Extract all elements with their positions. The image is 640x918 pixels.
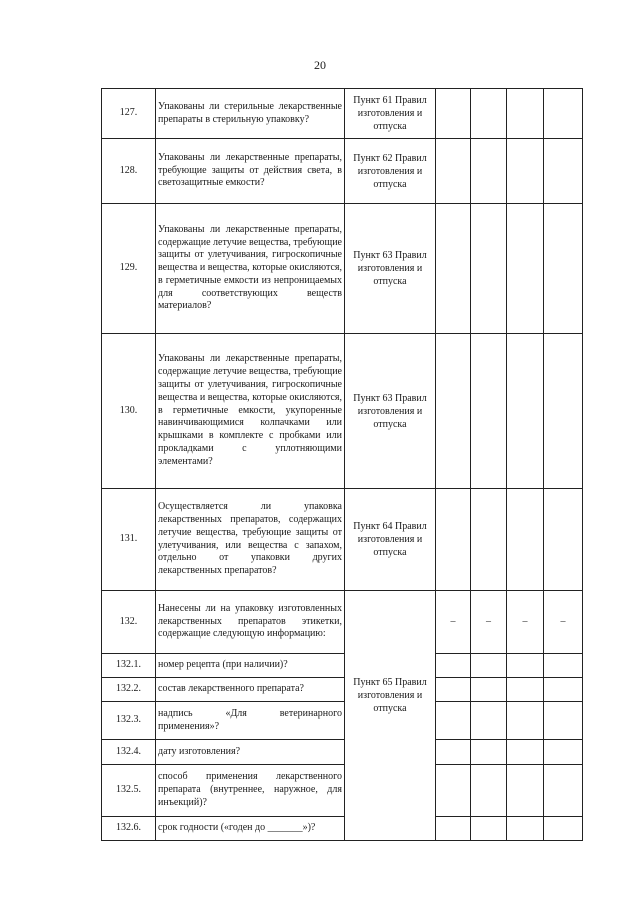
answer-no-cell[interactable] (471, 89, 507, 139)
answer-na-cell[interactable] (507, 489, 544, 591)
question-text: номер рецепта (при наличии)? (156, 654, 345, 678)
answer-na-cell[interactable] (507, 89, 544, 139)
comment-cell[interactable] (544, 817, 583, 841)
comment-cell[interactable] (544, 334, 583, 489)
comment-cell[interactable] (544, 678, 583, 702)
comment-cell[interactable] (544, 654, 583, 678)
answer-yes-cell[interactable] (436, 89, 471, 139)
comment-cell[interactable] (544, 89, 583, 139)
answer-no-cell[interactable] (471, 204, 507, 334)
answer-yes-cell[interactable] (436, 139, 471, 204)
row-number: 132. (102, 591, 156, 654)
answer-no-cell[interactable] (471, 591, 507, 654)
table-row (102, 765, 583, 817)
question-text: способ применения лекарственного препарата (внутреннее, наружное, для инъекций)? (156, 765, 345, 817)
dash-mark: – (522, 615, 528, 627)
answer-na-cell[interactable] (507, 765, 544, 817)
answer-na-cell[interactable] (507, 654, 544, 678)
answer-yes-cell[interactable] (436, 740, 471, 765)
answer-yes-cell[interactable] (436, 204, 471, 334)
reference-text: Пункт 61 Правил изготовления и отпуска (345, 89, 436, 139)
comment-cell[interactable] (544, 591, 583, 654)
reference-text: Пункт 63 Правил изготовления и отпуска (345, 204, 436, 334)
question-text: Осуществляется ли упаковка лекарственных препаратов, содержащих летучие вещества, требующие защиты от улетучивания, или вещества с запахом, отдельно от упаковки других лекарственных препаратов? (156, 489, 345, 591)
answer-no-cell[interactable] (471, 702, 507, 740)
dash-mark: – (560, 615, 566, 627)
page-number: 20 (314, 58, 326, 72)
row-number: 127. (102, 89, 156, 139)
row-number: 132.1. (102, 654, 156, 678)
table-row (102, 740, 583, 765)
answer-yes-cell[interactable] (436, 702, 471, 740)
dash-mark: – (486, 615, 491, 627)
table-row (102, 678, 583, 702)
comment-cell[interactable] (544, 489, 583, 591)
question-text: срок годности («годен до _______»)? (156, 817, 345, 841)
answer-na-cell[interactable] (507, 678, 544, 702)
comment-cell[interactable] (544, 702, 583, 740)
answer-no-cell[interactable] (471, 678, 507, 702)
answer-na-cell[interactable] (507, 204, 544, 334)
row-number: 130. (102, 334, 156, 489)
row-number: 132.4. (102, 740, 156, 765)
answer-yes-cell[interactable] (436, 591, 471, 654)
table-row (102, 139, 583, 204)
answer-yes-cell[interactable] (436, 678, 471, 702)
table-row (102, 817, 583, 841)
reference-text: Пункт 63 Правил изготовления и отпуска (345, 334, 436, 489)
answer-no-cell[interactable] (471, 765, 507, 817)
reference-text (345, 591, 436, 841)
dash-mark: – (450, 615, 456, 627)
reference-text: Пункт 62 Правил изготовления и отпуска (345, 139, 436, 204)
question-text: состав лекарственного препарата? (156, 678, 345, 702)
answer-no-cell[interactable] (471, 654, 507, 678)
question-text: надпись «Для ветеринарного применения»? (156, 702, 345, 740)
row-number: 128. (102, 139, 156, 204)
comment-cell[interactable] (544, 139, 583, 204)
answer-yes-cell[interactable] (436, 765, 471, 817)
reference-label: Пункт 65 Правил изготовления и отпуска (353, 677, 427, 714)
answer-no-cell[interactable] (471, 139, 507, 204)
answer-no-cell[interactable] (471, 817, 507, 841)
table-row (102, 702, 583, 740)
answer-na-cell[interactable] (507, 740, 544, 765)
table-row (102, 654, 583, 678)
question-text: Упакованы ли лекарственные препараты, содержащие летучие вещества, требующие защиты от улетучивания, гигроскопичные вещества и вещества, которые окисляются, в герметичные емкости, укупоренные навинчивающимися колпачками или крышками в комплекте с пробками или прокладками с уплотняющими элементами? (156, 334, 345, 489)
comment-cell[interactable] (544, 765, 583, 817)
row-number: 132.2. (102, 678, 156, 702)
answer-yes-cell[interactable] (436, 654, 471, 678)
row-number: 131. (102, 489, 156, 591)
checklist-table (101, 88, 583, 841)
answer-na-cell[interactable] (507, 702, 544, 740)
question-text: дату изготовления? (156, 740, 345, 765)
table-row (102, 334, 583, 489)
answer-na-cell[interactable] (507, 591, 544, 654)
row-number: 132.6. (102, 817, 156, 841)
answer-no-cell[interactable] (471, 334, 507, 489)
question-text: Упакованы ли лекарственные препараты, содержащие летучие вещества, требующие защиты от улетучивания, гигроскопичные вещества и вещества, которые окисляются, в герметичные емкости из непроницаемых для соответствующих веществ материалов? (156, 204, 345, 334)
row-number: 129. (102, 204, 156, 334)
answer-no-cell[interactable] (471, 489, 507, 591)
table-row (102, 204, 583, 334)
question-text: Упакованы ли лекарственные препараты, требующие защиты от действия света, в светозащитные емкости? (156, 139, 345, 204)
reference-text: Пункт 64 Правил изготовления и отпуска (345, 489, 436, 591)
question-text: Упакованы ли стерильные лекарственные препараты в стерильную упаковку? (156, 89, 345, 139)
comment-cell[interactable] (544, 740, 583, 765)
table-row (102, 89, 583, 139)
answer-na-cell[interactable] (507, 139, 544, 204)
row-number: 132.5. (102, 765, 156, 817)
answer-na-cell[interactable] (507, 817, 544, 841)
answer-na-cell[interactable] (507, 334, 544, 489)
row-number: 132.3. (102, 702, 156, 740)
table-row (102, 591, 583, 654)
answer-yes-cell[interactable] (436, 817, 471, 841)
answer-yes-cell[interactable] (436, 489, 471, 591)
answer-no-cell[interactable] (471, 740, 507, 765)
comment-cell[interactable] (544, 204, 583, 334)
answer-yes-cell[interactable] (436, 334, 471, 489)
table-row (102, 489, 583, 591)
question-text: Нанесены ли на упаковку изготовленных лекарственных препаратов этикетки, содержащие следующую информацию: (156, 591, 345, 654)
